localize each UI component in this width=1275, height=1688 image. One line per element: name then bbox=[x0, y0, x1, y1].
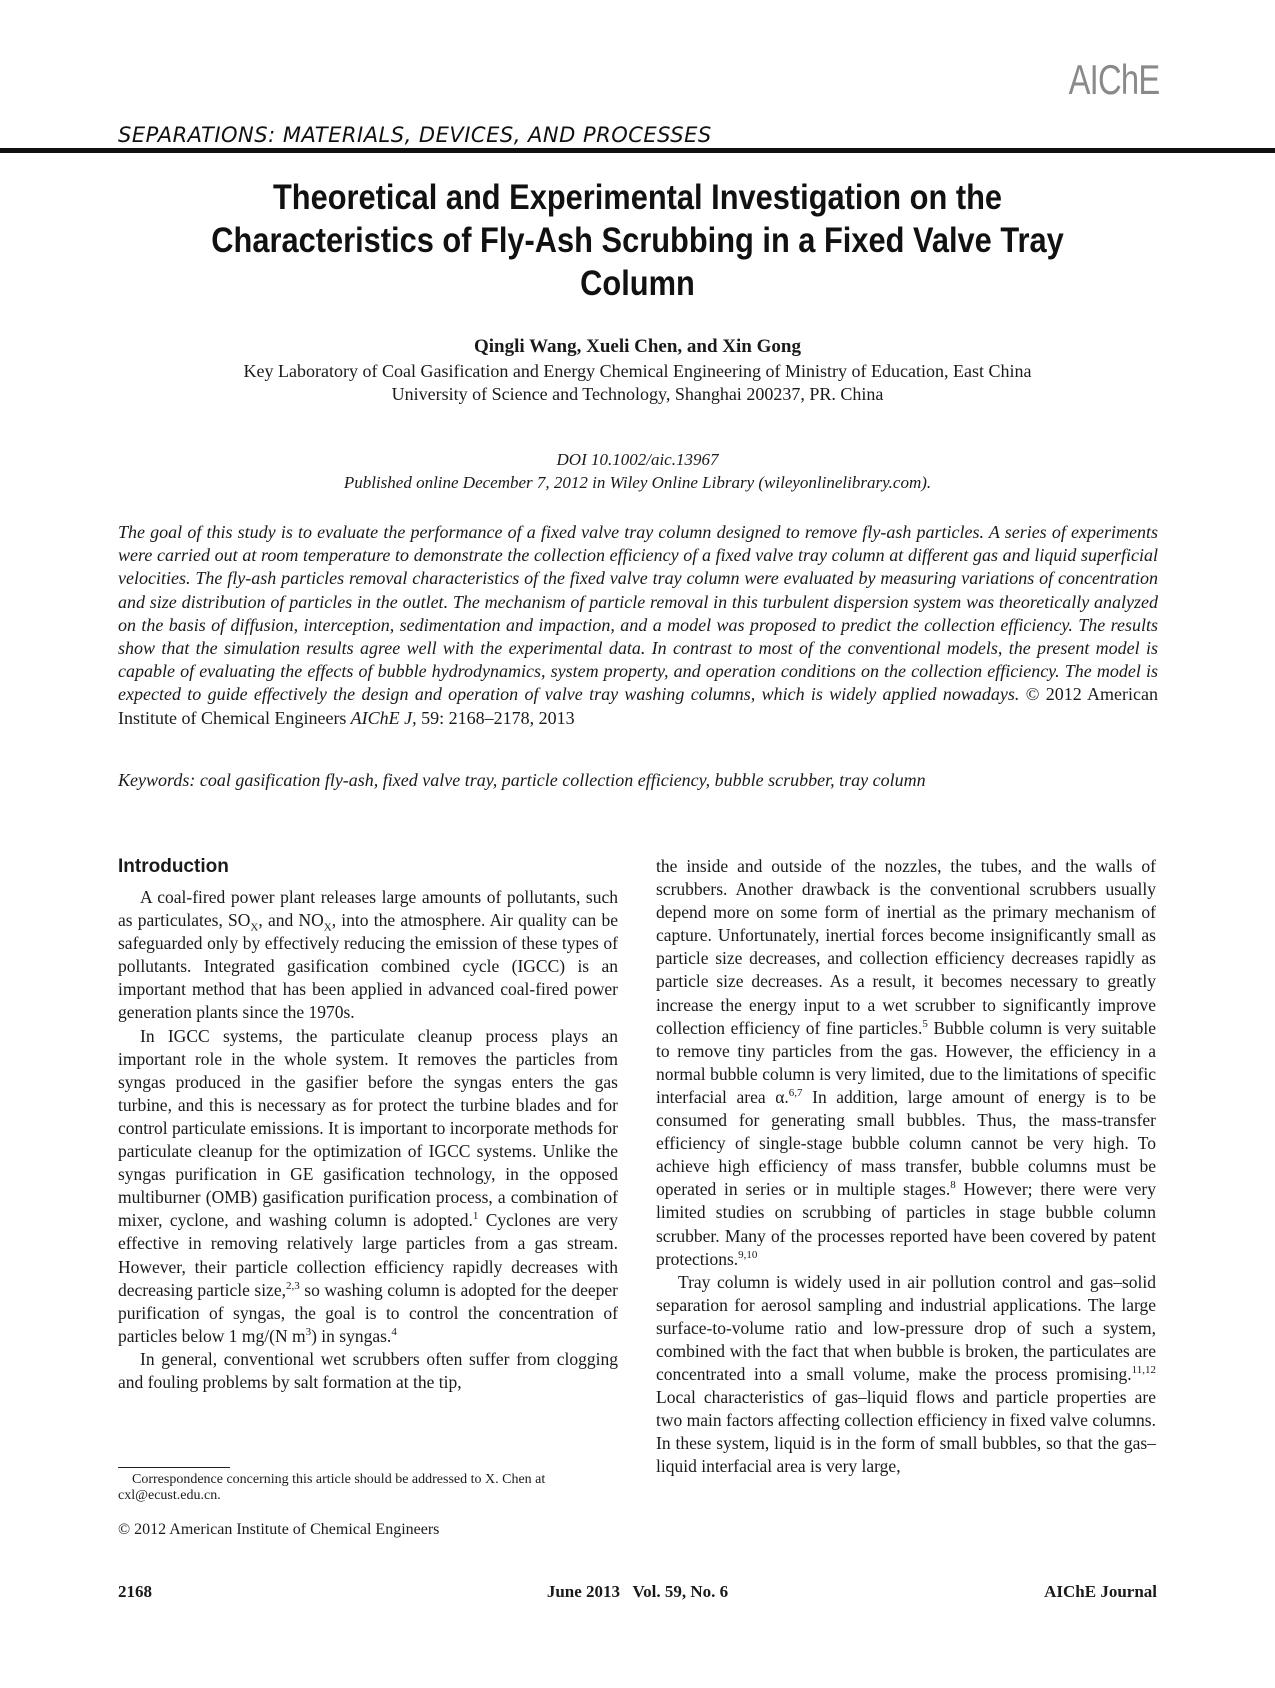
abstract-copyright: © 2012 American Institute of Chemical Engineers bbox=[118, 684, 1159, 728]
intro-heading: Introduction bbox=[118, 856, 229, 877]
correspondence-footnote: Correspondence concerning this article should be addressed to X. Chen at cxl@ecust.edu.cn. bbox=[118, 1472, 546, 1503]
citation-ref[interactable]: 11,12 bbox=[1131, 1364, 1156, 1377]
affiliation bbox=[180, 360, 1095, 406]
header-rule bbox=[0, 148, 1275, 153]
citation-ref[interactable]: 8 bbox=[950, 1179, 956, 1192]
abstract-text: The goal of this study is to evaluate the performance of a fixed valve tray column designed to remove fly-ash particles. A series of experiments were carried out at room temperature to demonstrate the collection efficiency of a fixed valve tray column at different gas and liquid superficial velocities. The fly-ash particles removal characteristics of the fixed valve tray column were evaluated by measuring variations of concentration and size distribution of particles in the outlet. The mechanism of particle removal in this turbulent dispersion system was theoretically analyzed on the basis of diffusion, interception, sedimentation and impaction, and a model was proposed to predict the collection efficiency. The results show that the simulation results agree well with the experimental data. In contrast to most of the conventional models, the present model is capable of evaluating the effects of bubble hydrodynamics, system property, and operation conditions on the collection efficiency. The model is expected to guide effectively the design and operation of valve tray washing columns, which is widely applied nowadays. bbox=[118, 522, 1158, 705]
citation: 59: 2168–2178, 2013 bbox=[421, 707, 575, 728]
journal-name: AIChE Journal bbox=[1044, 1582, 1157, 1601]
published-line: Published online December 7, 2012 in Wiley Online Library (wileyonlinelibrary.com). bbox=[343, 473, 932, 492]
paragraph: In general, conventional wet scrubbers often suffer from clogging and fouling problems by salt formation at the tip, bbox=[118, 1348, 618, 1392]
citation-ref[interactable]: 2,3 bbox=[285, 1279, 300, 1292]
paragraph: Tray column is widely used in air pollution control and gas–solid separation for aerosol sampling and industrial applications. The large surface-to-volume ratio and low-pressure drop of such a system, combined with the fact that when bubble is broken, the particulates are concentrated into a small volume, make the process promising.$^{11,12}$ Local characteristics of gas–liquid flows and particle properties are two main factors affecting collection efficiency in fixed valve columns. In these system, liquid is in the form of small bubbles, so that the gas–liquid interfacial area is very large, bbox=[656, 1271, 1156, 1477]
section-heading: SEPARATIONS: MATERIALS, DEVICES, AND PROCESSES bbox=[118, 123, 712, 147]
paragraph: A coal-fired power plant releases large amounts of pollutants, such as particulates, $SO_X$, and $NO_X$, into the atmosphere. Air quality can be safeguarded only by effectively reducing the emission of these types of pollutants. Integrated gasification combined cycle (IGCC) is an important method that has been applied in advanced coal-fired power generation plants since the 1970s. bbox=[118, 887, 618, 1023]
citation-ref[interactable]: 5 bbox=[922, 1017, 928, 1030]
title-line: Characteristics of Fly-Ash Scrubbing in a Fixed Valve Tray bbox=[211, 221, 1064, 260]
citation-ref[interactable]: 6,7 bbox=[788, 1087, 803, 1100]
title-line: Theoretical and Experimental Investigation on the bbox=[272, 178, 1003, 217]
article-title bbox=[182, 176, 1093, 305]
affiliation-line: University of Science and Technology, Shanghai 200237, PR. China bbox=[391, 384, 884, 404]
abstract bbox=[118, 521, 1158, 730]
author-list: Qingli Wang, Xueli Chen, and Xin Gong bbox=[474, 336, 801, 357]
title-line: Column bbox=[580, 264, 695, 303]
citation-ref[interactable]: 4 bbox=[391, 1325, 397, 1338]
page-number: 2168 bbox=[118, 1582, 152, 1601]
keywords: Keywords: coal gasification fly-ash, fixed valve tray, particle collection efficiency, bubble scrubber, tray column bbox=[118, 770, 926, 790]
citation-ref[interactable]: 1 bbox=[472, 1210, 479, 1223]
right-column bbox=[656, 855, 1156, 1479]
publication-info bbox=[120, 448, 1155, 494]
affiliation-line: Key Laboratory of Coal Gasification and Energy Chemical Engineering of Ministry of Education, East China bbox=[243, 361, 1032, 381]
journal-abbrev: AIChE J, bbox=[350, 707, 417, 728]
journal-logo: AIChE bbox=[1068, 56, 1159, 103]
footnote-rule bbox=[118, 1467, 230, 1468]
copyright-notice: © 2012 American Institute of Chemical Engineers bbox=[118, 1521, 440, 1538]
issue-info: June 2013 Vol. 59, No. 6 bbox=[546, 1582, 729, 1601]
paragraph: In IGCC systems, the particulate cleanup process plays an important role in the whole system. It removes the particles from syngas produced in the gasifier before the syngas enters the gas turbine, and this is necessary as for protect the turbine blades and for control particulate emissions. It is important to incorporate methods for particulate cleanup for the optimization of IGCC systems. Unlike the syngas purification in GE gasification technology, in the opposed multiburner (OMB) gasification purification process, a combination of mixer, cyclone, and washing column is adopted.$^1$ Cyclones are very effective in removing relatively large particles from a gas stream. However, their particle collection efficiency rapidly decreases with decreasing particle size,$^{2,3}$ so washing column is adopted for the deeper purification of syngas, the goal is to control the concentration of particles below 1 mg/(N $m^3$) in syngas.$^4$ bbox=[118, 1025, 618, 1346]
left-column bbox=[118, 855, 618, 1394]
doi-link[interactable]: DOI 10.1002/aic.13967 bbox=[556, 450, 719, 469]
citation-ref[interactable]: 9,10 bbox=[738, 1248, 758, 1261]
paragraph: the inside and outside of the nozzles, the tubes, and the walls of scrubbers. Another drawback is the conventional scrubbers usually depend more on some form of inertial as the primary mechanism of capture. Unfortunately, inertial forces become insignificantly small as particle size decreases, and collection efficiency decreases rapidly as particle size decreases. As a result, it becomes necessary to greatly increase the energy input to a wet scrubber to significantly improve collection efficiency of fine particles.$^5$ Bubble column is very suitable to remove tiny particles from the gas. However, the efficiency in a normal bubble column is very limited, due to the limitations of specific interfacial area α.$^{6,7}$ In addition, large amount of energy is to be consumed for generating small bubbles. Thus, the mass-transfer efficiency of single-stage bubble column cannot be very high. To achieve high efficiency of mass transfer, bubble columns must be operated in series or in multiple stages.$^8$ However; there were very limited studies on scrubbing of particles in stage bubble column scrubber. Many of the processes reported have been covered by patent protections.$^{9,10}$ bbox=[656, 856, 1156, 1269]
